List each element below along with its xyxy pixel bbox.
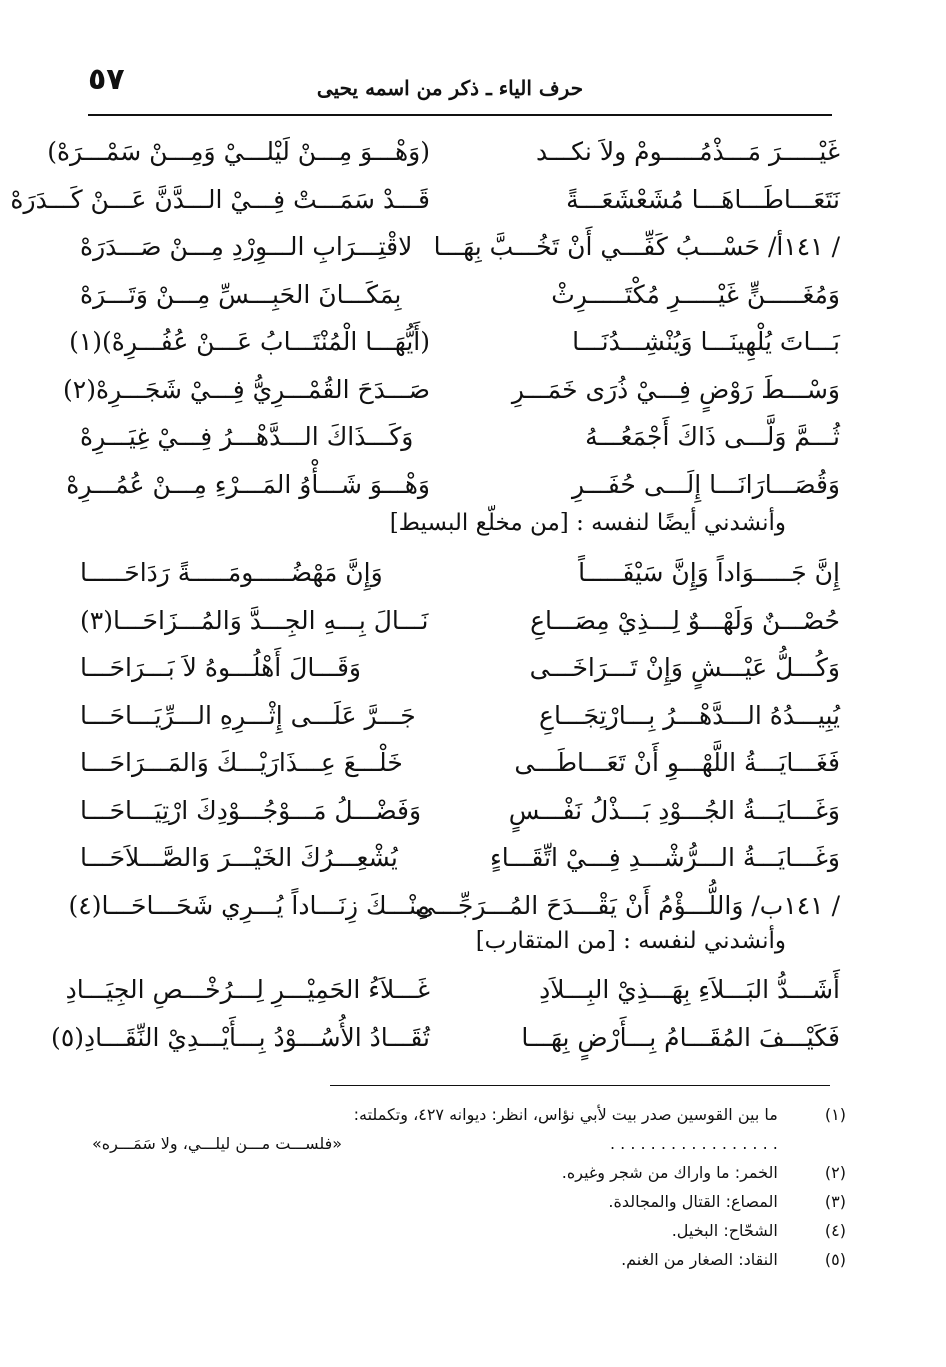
second-hemistich: وَقَـــالَ أَهْلُـــوهُ لاَ بَـــرَاحَـــا: [80, 653, 361, 683]
first-hemistich: أَشَـــدُّ البَـــلاَءِ بِهَـــذِيْ البِـــلاَدِ: [539, 975, 840, 1005]
footnote: [80, 1158, 846, 1187]
verse-row: [69, 318, 840, 366]
second-hemistich: غَـــلاَءُ الحَمِيْـــرِ لِـــرُخْـــصِ الجِيَـــادِ: [65, 975, 430, 1005]
intro-text: وأنشدني لنفسه :: [623, 928, 786, 954]
verse-row: [80, 413, 840, 461]
second-hemistich: وَإِنَّ مَهْضُـــــومَـــــةً رَدَاحَـــــا: [80, 558, 383, 588]
verse-row: [63, 366, 840, 414]
verse-row: [80, 787, 840, 835]
footnotes: [80, 1100, 846, 1274]
footnote-number: (٥): [824, 1250, 846, 1269]
verse-row: [80, 692, 840, 740]
verse-row: [80, 597, 840, 645]
footnote-text: الشحّاح: البخيل.: [671, 1221, 778, 1240]
verse-row: [80, 271, 840, 319]
second-hemistich: صَـــدَحَ القُمْـــرِيُّ فِـــيْ شَجَـــرِهْ(٢): [63, 374, 430, 404]
footnote-text: النقاد: الصغار من الغنم.: [621, 1250, 778, 1269]
footnote-number: (٤): [824, 1221, 846, 1240]
second-hemistich: مِنْـــكَ زِنَـــاداً يُـــرِي شَحَـــاحَـــا(٤): [68, 890, 430, 920]
footnote: [80, 1100, 846, 1129]
second-hemistich: وَفَضْـــلُ مَـــوْجُـــوْدِكَ ارْتِيَـــاحَـــا: [80, 795, 422, 825]
second-hemistich: لاقْتِـــرَابِ الـــوِرْدِ مِـــنْ صَـــدَرَهْ: [80, 232, 413, 262]
verse-row: [80, 549, 840, 597]
verse-row: [80, 644, 840, 692]
verse-row: [47, 128, 840, 176]
second-hemistich: جَـــرَّ عَلَـــى إِثْـــرِهِ الـــرِّيَـــاحَـــا: [80, 700, 416, 730]
second-hemistich: تُقَـــادُ الأُسُـــوْدُ بِـــأَيْـــدِيْ النِّقَـــادِ(٥): [51, 1022, 430, 1052]
first-hemistich: وَمُغَـــــنٍّ غَيْـــــرِ مُكْتَـــــرِثْ: [551, 279, 840, 309]
verse-row: [66, 461, 840, 509]
first-hemistich: نَتَعَـــاطَـــاهَـــا مُشَعْشَعَـــةً: [566, 184, 840, 214]
footnote-rule: [330, 1085, 830, 1086]
first-hemistich: فَغَـــايَـــةُ اللَّهْـــوِ أَنْ تَعَـــاطَـــى: [514, 748, 840, 778]
verse-row: [51, 1014, 840, 1062]
footnote-number: (١): [824, 1105, 846, 1124]
footnote-number: (٣): [824, 1192, 846, 1211]
footnote-text: ما بين القوسين صدر بيت لأبي نؤاس، انظر: ديوانه ٤٢٧، وتكملته:: [353, 1105, 778, 1124]
second-hemistich: خَلْـــعَ عِـــذَارَيْـــكَ وَالمَـــرَاحَـــا: [80, 748, 403, 778]
second-hemistich: وَكَـــذَاكَ الـــدَّهْـــرُ فِـــيْ غِيَـــرِهْ: [80, 422, 414, 452]
first-hemistich: وَسْـــطَ رَوْضٍ فِـــيْ ذُرَى خَمَـــرِ: [511, 374, 840, 404]
footnote-text: الخمر: ما واراك من شجر وغيره.: [561, 1163, 778, 1182]
poem-1: [10, 128, 840, 508]
verse-row: [10, 176, 840, 224]
verse-row: [80, 834, 840, 882]
page-number: ٥٧: [88, 62, 125, 97]
first-hemistich: وَغَـــايَـــةُ الـــرُّشْـــدِ فِـــيْ اتِّقَـــاءٍ: [490, 843, 840, 873]
header-rule: [88, 114, 832, 116]
first-hemistich: بَـــاتَ يُلْهِينَـــا وَيُنْشِـــدُنَـــا: [572, 327, 840, 357]
first-hemistich: ثُـــمَّ وَلَّـــى ذَاكَ أَجْمَعُـــهُ: [585, 422, 840, 452]
footnote-text: . . . . . . . . . . . . . . . . .: [609, 1134, 778, 1153]
first-hemistich: / ١٤١أ/ حَسْـــبُ كَفِّـــي أَنْ تَخُـــبَّ بِهَـــا: [433, 232, 840, 262]
second-hemistich: بِمَكَـــانَ الحَبِـــسِّ مِـــنْ وَتَـــرَهْ: [80, 279, 402, 309]
poem-intro: [390, 510, 786, 536]
second-hemistich: قَـــدْ سَمَـــتْ فِـــيْ الـــدَّنَّ عَـــنْ كَـــدَرَهْ: [10, 184, 430, 214]
verse-row: [65, 966, 840, 1014]
poem-3: [51, 966, 840, 1061]
first-hemistich: إِنَّ جَـــــوَاداً وَإِنَّ سَيْفَـــــاً: [578, 558, 840, 588]
first-hemistich: حُصْـــنٌ وَلَهْـــوٌ لِـــذِيْ مِصَـــاعِ: [530, 605, 840, 635]
footnote: [80, 1129, 846, 1158]
verse-row: [80, 223, 840, 271]
first-hemistich: يُبِيـــدُهُ الـــدَّهْـــرُ بِـــارْتِجَـــاعِ: [539, 700, 840, 730]
footnote: [80, 1187, 846, 1216]
first-hemistich: وَكُـــلُّ عَيْـــشٍ وَإِنْ تَـــرَاخَـــى: [529, 653, 840, 683]
second-hemistich: (وَهْـــوَ مِـــنْ لَيْلـــيْ وَمِـــنْ سَمْـــرَهْ): [47, 137, 430, 167]
running-head: حرف الياء ـ ذكر من اسمه يحيى: [316, 76, 584, 100]
poem-2: [68, 549, 840, 929]
intro-text: وأنشدني أيضًا لنفسه :: [576, 510, 786, 536]
footnote-text: المصاع: القتال والمجالدة.: [608, 1192, 778, 1211]
footnote-number: (٢): [824, 1163, 846, 1182]
first-hemistich: وَغَـــايَـــةُ الجُـــوْدِ بَـــذْلُ نَفْـــسٍ: [508, 795, 840, 825]
footnote-continuation: «فلســـت مـــن ليلـــي، ولا سَمَـــره»: [92, 1134, 343, 1153]
first-hemistich: غَيْـــــرَ مَـــذْمُـــــومْ ولاَ نكـــد: [536, 137, 840, 167]
verse-row: [68, 882, 840, 930]
second-hemistich: نَـــالَ بِـــهِ الجِـــدَّ وَالمُـــزَاحَـــا(٣): [80, 605, 429, 635]
meter-label: [من مخلّع البسيط]: [389, 510, 569, 536]
footnote: [80, 1245, 846, 1274]
footnote: [80, 1216, 846, 1245]
first-hemistich: وَقُصَـــارَانَـــا إِلَـــى حُفَـــرِ: [572, 469, 840, 499]
second-hemistich: وَهْـــوَ شَـــأْوُ المَـــرْءِ مِـــنْ عُمُـــرِهْ: [66, 469, 430, 499]
poem-intro: [476, 928, 786, 954]
second-hemistich: يُشْعِـــرُكَ الخَيْـــرَ وَالصَّـــلاَحَـــا: [80, 843, 398, 873]
first-hemistich: فَكَيْـــفَ المُقَـــامُ بِـــأَرْضٍ بِهَـــا: [521, 1022, 840, 1052]
meter-label: [من المتقارب]: [475, 928, 616, 954]
verse-row: [80, 739, 840, 787]
second-hemistich: (أَيُّهَـــا الْمُنْتَـــابُ عَـــنْ عُفُـــرِهْ)(١): [69, 327, 430, 357]
first-hemistich: / ١٤١ب/ وَاللُّـــؤْمُ أَنْ يَقْـــدَحَ المُـــرَجِّـــى: [415, 890, 840, 920]
